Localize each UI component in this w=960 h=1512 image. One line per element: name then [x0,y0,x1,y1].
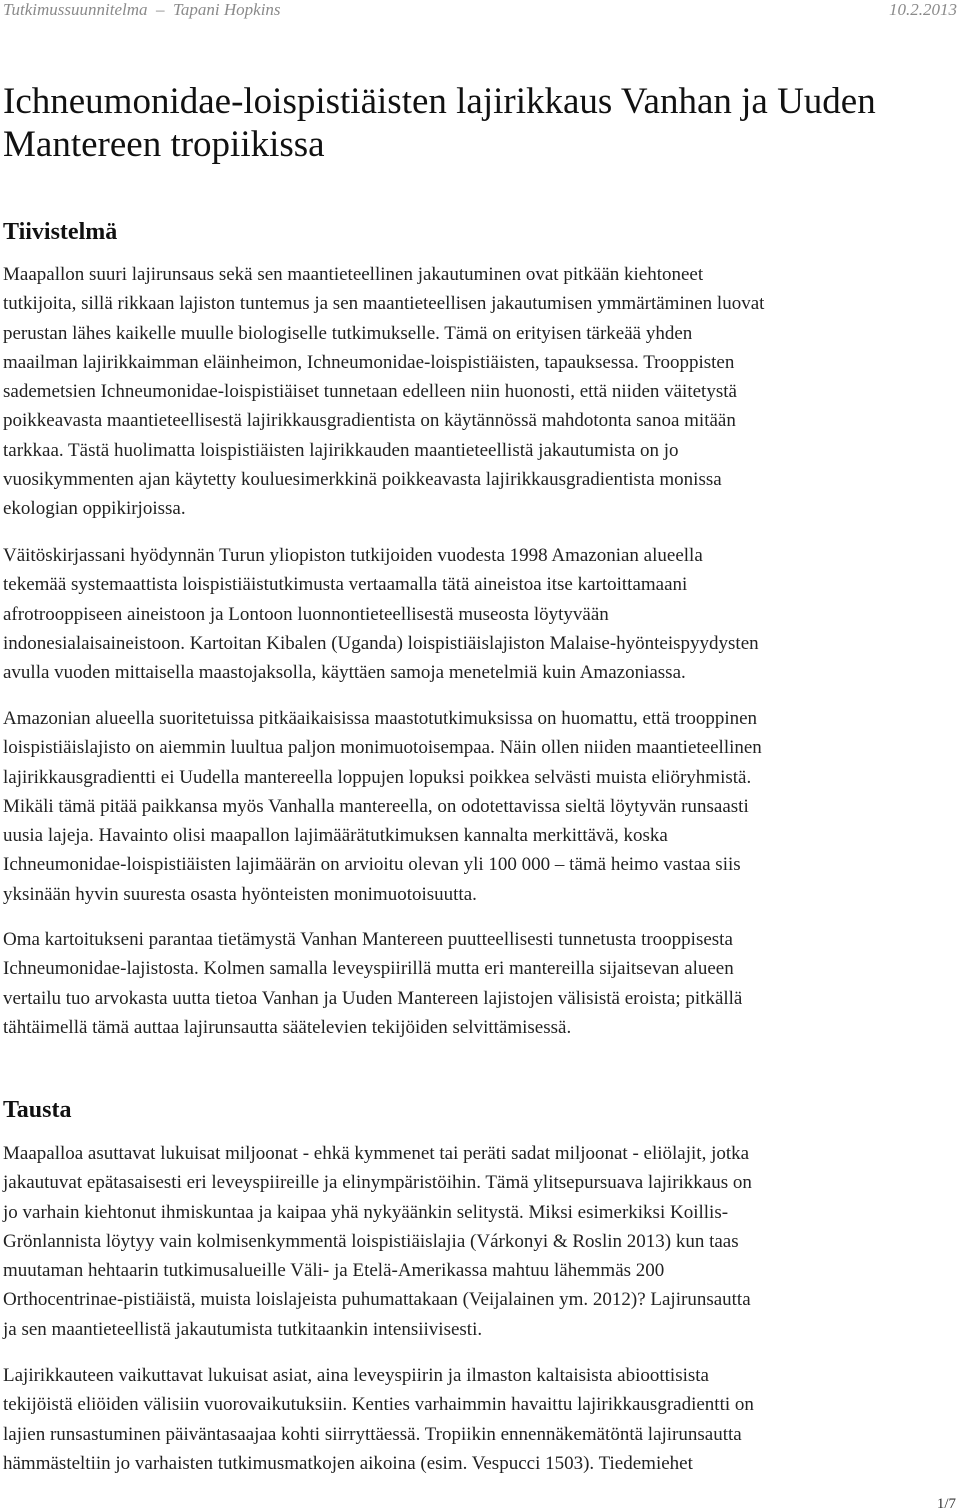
text-line: hämmästeltiin jo varhaisten tutkimusmatkojen aikoina (esim. Vespucci 1503). Tiedemiehet [3,1452,693,1474]
background-heading: Tausta [3,1097,72,1123]
summary-heading: Tiivistelmä [3,219,118,245]
text-line: Lajirikkauteen vaikuttavat lukuisat asiat, aina leveyspiirin ja ilmaston kaltaisista abioottisista [3,1365,709,1386]
text-line: Ichneumonidae-lajistosta. Kolmen samalla leveyspiirillä mutta eri mantereilla sijaitsevan alueen [3,958,734,980]
text-line: perustan lähes kaikelle muulle biologiselle tutkimukselle. Tämä on erityisen tärkeää yhden [3,322,693,344]
text-line: loispistiäislajisto on aiemmin luultua paljon monimuotoisempaa. Näin ollen niiden maantieteellinen [3,737,762,759]
text-line: vertailu tuo arvokasta uutta tietoa Vanhan ja Uuden Mantereen lajistojen välisistä eroista; pitkällä [3,987,743,1009]
text-line: tekemää systemaattista loispistiäistutkimusta vertaamalla tätä aineistoa itse kartoittamaani [3,574,688,596]
text-line: Orthocentrinae-pistiäistä, muista loislajeista puhumattakaan (Veijalainen ym. 2012)? Lajirunsautta [3,1289,751,1311]
text-line: ekologian oppikirjoissa. [3,498,186,520]
text-line: afrotrooppiseen aineistoon ja Lontoon luonnontieteellisestä museosta löytyvään [3,603,609,625]
text-line: lajirikkausgradientti ei Uudella mantereella loppujen lopuksi poikkea selvästi muista eliöryhmistä. [3,766,752,788]
summary-paragraph-3 [3,704,960,909]
summary-paragraph-2 [3,541,960,687]
text-line: tähtäimellä tämä auttaa lajirunsautta säätelevien tekijöiden selvittämisessä. [3,1016,572,1038]
title-line-2: Mantereen tropiikissa [3,124,325,165]
text-line: yksinään hyvin suuresta osasta hyönteisten monimuotoisuutta. [3,883,477,905]
text-line: Mikäli tämä pitää paikkansa myös Vanhalla mantereella, on odotettavissa sieltä löytyvän runsaasti [3,795,749,817]
text-line: Väitöskirjassani hyödynnän Turun yliopiston tutkijoiden vuodesta 1998 Amazonian alueella [3,545,703,566]
title-line-1: Ichneumonidae-loispistiäisten lajirikkaus Vanhan ja Uuden [3,81,876,122]
text-line: ja sen maantieteellistä jakautumista tutkitaankin intensiivisesti. [3,1318,483,1340]
text-line: lajien runsastuminen päiväntasaajaa kohti siirryttäessä. Tropiikin ennennäkemätöntä lajirunsautta [3,1423,742,1445]
page-number: 1/7 [936,1496,956,1512]
text-line: avulla vuoden mittaisella maastojaksolla, käyttäen samoja menetelmiä kuin Amazoniassa. [3,662,686,684]
summary-paragraph-4 [3,925,960,1042]
background-paragraph-2 [3,1361,960,1478]
text-line: sademetsien Ichneumonidae-loispistiäiset tunnetaan edelleen niin huonosti, että niiden väitetystä [3,381,737,403]
document-title [3,80,953,166]
text-line: Oma kartoitukseni parantaa tietämystä Vanhan Mantereen puutteellisesti tunnetusta trooppisesta [3,929,733,950]
text-line: maailman lajirikkaimman eläinheimon, Ichneumonidae-loispistiäisten, tapauksessa. Trooppisten [3,351,735,373]
text-line: indonesialaisaineistoon. Kartoitan Kibalen (Uganda) loispistiäislajiston Malaise-hyönteispyydysten [3,632,759,654]
text-line: uusia lajeja. Havainto olisi maapallon lajimäärätutkimuksen kannalta merkittävä, koska [3,825,668,847]
text-line: Grönlannista löytyy vain kolmisenkymmentä loispistiäislajia (Várkonyi & Roslin 2013) kun taas [3,1230,739,1252]
summary-paragraph-1 [3,260,960,524]
text-line: Amazonian alueella suoritetuissa pitkäaikaisissa maastotutkimuksissa on huomattu, että trooppinen [3,708,758,729]
text-line: muutaman hehtaarin tutkimusalueille Väli- ja Etelä-Amerikassa mahtuu lähemmäs 200 [3,1260,665,1282]
text-line: poikkeavasta maantieteellisestä lajirikkausgradientista on käytännössä mahdotonta sanoa mitään [3,410,736,432]
text-line: tutkijoita, sillä rikkaan lajiston tuntemus ja sen maantieteellisen jakautumisen ymmärtäminen luovat [3,293,765,315]
header-date: 10.2.2013 [889,0,957,19]
text-line: tarkkaa. Tästä huolimatta loispistiäisten lajirikkauden maantieteellistä jakautumista on jo [3,439,679,461]
text-line: Ichneumonidae-loispistiäisten lajimäärän on arvioitu olevan yli 100 000 – tämä heimo vastaa siis [3,854,741,876]
text-line: tekijöistä eliöiden välisiin vuorovaikutuksiin. Kenties varhaimmin havaittu lajirikkausgradientti on [3,1394,754,1416]
background-paragraph-1 [3,1139,960,1344]
text-line: jo varhain kiehtonut ihmiskuntaa ja kaipaa yhä nykyäänkin selitystä. Miksi esimerkiksi Koillis- [3,1201,729,1223]
running-header [0,0,960,22]
text-line: Maapalloa asuttavat lukuisat miljoonat - ehkä kymmenet tai peräti sadat miljoonat - eliölajit, jotka [3,1143,750,1164]
text-line: vuosikymmenten ajan käytetty kouluesimerkkinä poikkeavasta lajirikkausgradientista monissa [3,469,722,491]
text-line: jakautuvat epätasaisesti eri leveyspiireille ja elinympäristöihin. Tämä ylitsepursuava lajirikkaus on [3,1172,752,1194]
text-line: Maapallon suuri lajirunsaus sekä sen maantieteellinen jakautuminen ovat pitkään kiehtoneet [3,264,704,285]
header-document-label: Tutkimussuunnitelma – Tapani Hopkins [3,0,281,19]
